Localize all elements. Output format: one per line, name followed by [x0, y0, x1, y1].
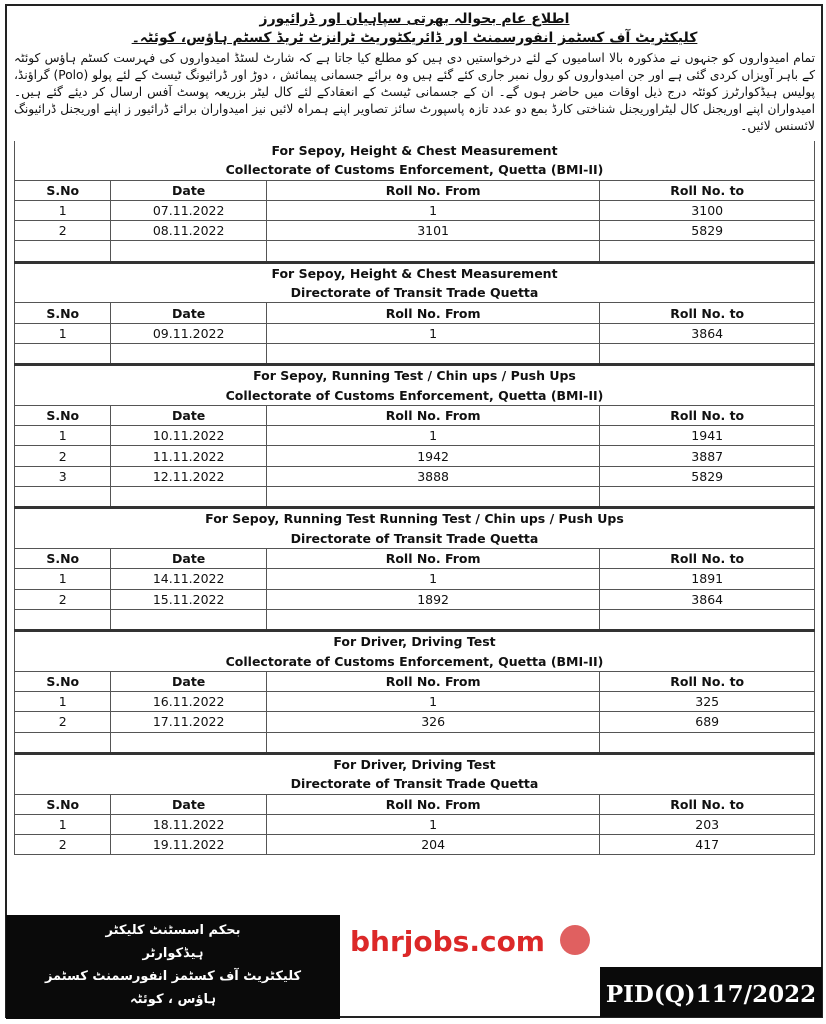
table-row [15, 835, 815, 855]
table-cell: 689 [600, 712, 815, 732]
empty-cell [600, 487, 815, 508]
column-header: Roll No. From [266, 303, 600, 323]
section-office-row [15, 283, 815, 303]
table-cell: 417 [600, 835, 815, 855]
table-cell: 1 [266, 426, 600, 446]
column-header: Date [111, 303, 266, 323]
table-cell: 326 [266, 712, 600, 732]
pid-number: PID(Q)117/2022 [600, 967, 822, 1017]
section-title: For Sepoy, Running Test Running Test / Chin ups / Push Ups [15, 508, 815, 529]
table-cell: 1 [266, 692, 600, 712]
table-cell: 2 [15, 712, 111, 732]
notice-body: تمام امیدواروں کو جنہوں نے مذکورہ بالا اسامیوں کے لئے درخواستیں دی ہیں کو مطلع کیا جاتا ہے کہ شارٹ لسٹڈ امیدواروں کی فہرست کسٹم ہاؤس کوئٹہ کے باہر آویزاں کردی گئی ہے اور جن امیدواروں کو رول نمبر جاری کئے گئے ہیں وہ برائے جسمانی پیمائش ، دوڑ اور ڈرائیونگ ٹیسٹ کے لئے پولو (Polo) گراؤنڈ، پولیس ہیڈکوارٹرز کوئٹہ درج ذیل اوقات میں حاضر ہوں گے۔ ان کے جسمانی ٹیسٹ کے انعقادکے لئے کال لیٹر بزریعہ پوسٹ آفس ارسال کر دیئے گئے ہیں۔ امیدواران اپنے اوریجنل کال لیٹراوریجنل شناختی کارڈ بمع دو عدد تازہ پاسپورٹ سائز تصاویر اپنے ہمراہ لائیں نیز امیدواران برائے ڈرائیور ز اپنے اوریجنل ڈرائیونگ لائسنس لائیں۔ [14, 51, 816, 133]
column-header: Roll No. to [600, 671, 815, 691]
empty-cell [600, 343, 815, 364]
table-cell: 2 [15, 835, 111, 855]
table-row [15, 200, 815, 220]
column-header-row [15, 671, 815, 691]
notice-title: اطلاع عام بحوالہ بھرتی سپاہیان اور ڈرائیورز [259, 11, 570, 27]
column-header: Date [111, 548, 266, 568]
signature-line: کلیکٹریٹ آف کسٹمز انفورسمنٹ کسٹمز [44, 969, 302, 984]
signature-block [6, 915, 340, 1019]
empty-row [15, 732, 815, 753]
section-title: For Sepoy, Height & Chest Measurement [15, 262, 815, 283]
signature-line: بحکم اسسٹنٹ کلیکٹر [105, 923, 241, 938]
column-header: S.No [15, 671, 111, 691]
section-office: Collectorate of Customs Enforcement, Quetta (BMI-II) [15, 160, 815, 180]
table-cell: 08.11.2022 [111, 221, 266, 241]
empty-cell [111, 241, 266, 262]
column-header: Roll No. From [266, 405, 600, 425]
table-cell: 12.11.2022 [111, 466, 266, 486]
empty-cell [15, 241, 111, 262]
table-cell: 2 [15, 446, 111, 466]
watermark-logo-icon [560, 925, 590, 955]
empty-cell [111, 732, 266, 753]
section-office-row [15, 160, 815, 180]
empty-cell [15, 609, 111, 630]
column-header-row [15, 548, 815, 568]
column-header: Date [111, 405, 266, 425]
table-cell: 3887 [600, 446, 815, 466]
column-header: Roll No. From [266, 548, 600, 568]
table-cell: 1 [15, 323, 111, 343]
column-header: Roll No. to [600, 548, 815, 568]
table-cell: 3864 [600, 323, 815, 343]
section-title: For Driver, Driving Test [15, 631, 815, 652]
column-header: Date [111, 794, 266, 814]
table-row [15, 814, 815, 834]
empty-row [15, 241, 815, 262]
notice-content [14, 10, 815, 855]
table-cell: 19.11.2022 [111, 835, 266, 855]
empty-cell [15, 343, 111, 364]
table-cell: 3864 [600, 589, 815, 609]
table-cell: 16.11.2022 [111, 692, 266, 712]
table-cell: 325 [600, 692, 815, 712]
column-header: Roll No. to [600, 303, 815, 323]
signature-line: ہیڈکوارٹر [142, 946, 204, 961]
table-cell: 2 [15, 221, 111, 241]
table-cell: 09.11.2022 [111, 323, 266, 343]
section-office: Directorate of Transit Trade Quetta [15, 774, 815, 794]
empty-cell [600, 609, 815, 630]
table-cell: 1 [15, 200, 111, 220]
table-cell: 5829 [600, 221, 815, 241]
empty-cell [15, 732, 111, 753]
empty-row [15, 487, 815, 508]
table-cell: 3888 [266, 466, 600, 486]
empty-row [15, 343, 815, 364]
empty-cell [111, 487, 266, 508]
empty-cell [266, 487, 600, 508]
column-header: Roll No. to [600, 405, 815, 425]
table-cell: 1 [15, 692, 111, 712]
notice-subtitle: کلیکٹریٹ آف کسٹمز انفورسمنٹ اور ڈائریکٹوریٹ ٹرانزٹ ٹریڈ کسٹم ہاؤس، کوئٹہ۔ [131, 30, 698, 46]
section-title-row [15, 753, 815, 774]
empty-cell [600, 732, 815, 753]
table-cell: 14.11.2022 [111, 569, 266, 589]
table-cell: 1942 [266, 446, 600, 466]
table-cell: 15.11.2022 [111, 589, 266, 609]
section-title-row [15, 508, 815, 529]
section-title-row [15, 365, 815, 386]
table-cell: 1 [15, 426, 111, 446]
table-row [15, 323, 815, 343]
column-header: Roll No. From [266, 794, 600, 814]
section-office: Collectorate of Customs Enforcement, Quetta (BMI-II) [15, 651, 815, 671]
section-office: Directorate of Transit Trade Quetta [15, 283, 815, 303]
empty-cell [111, 609, 266, 630]
column-header: S.No [15, 548, 111, 568]
table-cell: 3100 [600, 200, 815, 220]
table-row [15, 589, 815, 609]
section-title: For Sepoy, Running Test / Chin ups / Push Ups [15, 365, 815, 386]
table-row [15, 426, 815, 446]
column-header-row [15, 794, 815, 814]
table-cell: 17.11.2022 [111, 712, 266, 732]
table-row [15, 692, 815, 712]
table-cell: 1 [15, 569, 111, 589]
table-cell: 2 [15, 589, 111, 609]
column-header: S.No [15, 405, 111, 425]
column-header-row [15, 180, 815, 200]
table-cell: 1 [266, 200, 600, 220]
section-office-row [15, 774, 815, 794]
table-cell: 3 [15, 466, 111, 486]
table-cell: 5829 [600, 466, 815, 486]
schedule-table [14, 141, 815, 855]
table-row [15, 712, 815, 732]
table-cell: 1892 [266, 589, 600, 609]
empty-cell [15, 487, 111, 508]
column-header: Roll No. From [266, 180, 600, 200]
table-cell: 1891 [600, 569, 815, 589]
table-cell: 203 [600, 814, 815, 834]
table-row [15, 569, 815, 589]
table-cell: 18.11.2022 [111, 814, 266, 834]
table-cell: 1 [266, 569, 600, 589]
table-row [15, 221, 815, 241]
empty-cell [266, 609, 600, 630]
section-title: For Sepoy, Height & Chest Measurement [15, 141, 815, 160]
table-row [15, 466, 815, 486]
section-office-row [15, 529, 815, 549]
table-cell: 1 [266, 814, 600, 834]
section-title: For Driver, Driving Test [15, 753, 815, 774]
table-cell: 07.11.2022 [111, 200, 266, 220]
column-header: Roll No. From [266, 671, 600, 691]
section-title-row [15, 631, 815, 652]
signature-line: ہاؤس ، کوئٹہ [129, 992, 217, 1007]
empty-cell [266, 732, 600, 753]
column-header: Roll No. to [600, 794, 815, 814]
column-header: Date [111, 180, 266, 200]
table-row [15, 446, 815, 466]
empty-row [15, 609, 815, 630]
column-header-row [15, 405, 815, 425]
table-cell: 1 [15, 814, 111, 834]
table-cell: 10.11.2022 [111, 426, 266, 446]
column-header: S.No [15, 180, 111, 200]
section-office: Collectorate of Customs Enforcement, Quetta (BMI-II) [15, 386, 815, 406]
column-header: Date [111, 671, 266, 691]
watermark: bhrjobs.com [350, 925, 545, 958]
empty-cell [111, 343, 266, 364]
section-office: Directorate of Transit Trade Quetta [15, 529, 815, 549]
empty-cell [266, 343, 600, 364]
section-office-row [15, 386, 815, 406]
column-header: S.No [15, 303, 111, 323]
column-header: S.No [15, 794, 111, 814]
table-cell: 1941 [600, 426, 815, 446]
empty-cell [600, 241, 815, 262]
section-title-row [15, 141, 815, 160]
table-cell: 3101 [266, 221, 600, 241]
section-office-row [15, 651, 815, 671]
table-cell: 11.11.2022 [111, 446, 266, 466]
table-cell: 1 [266, 323, 600, 343]
column-header-row [15, 303, 815, 323]
table-cell: 204 [266, 835, 600, 855]
column-header: Roll No. to [600, 180, 815, 200]
empty-cell [266, 241, 600, 262]
section-title-row [15, 262, 815, 283]
